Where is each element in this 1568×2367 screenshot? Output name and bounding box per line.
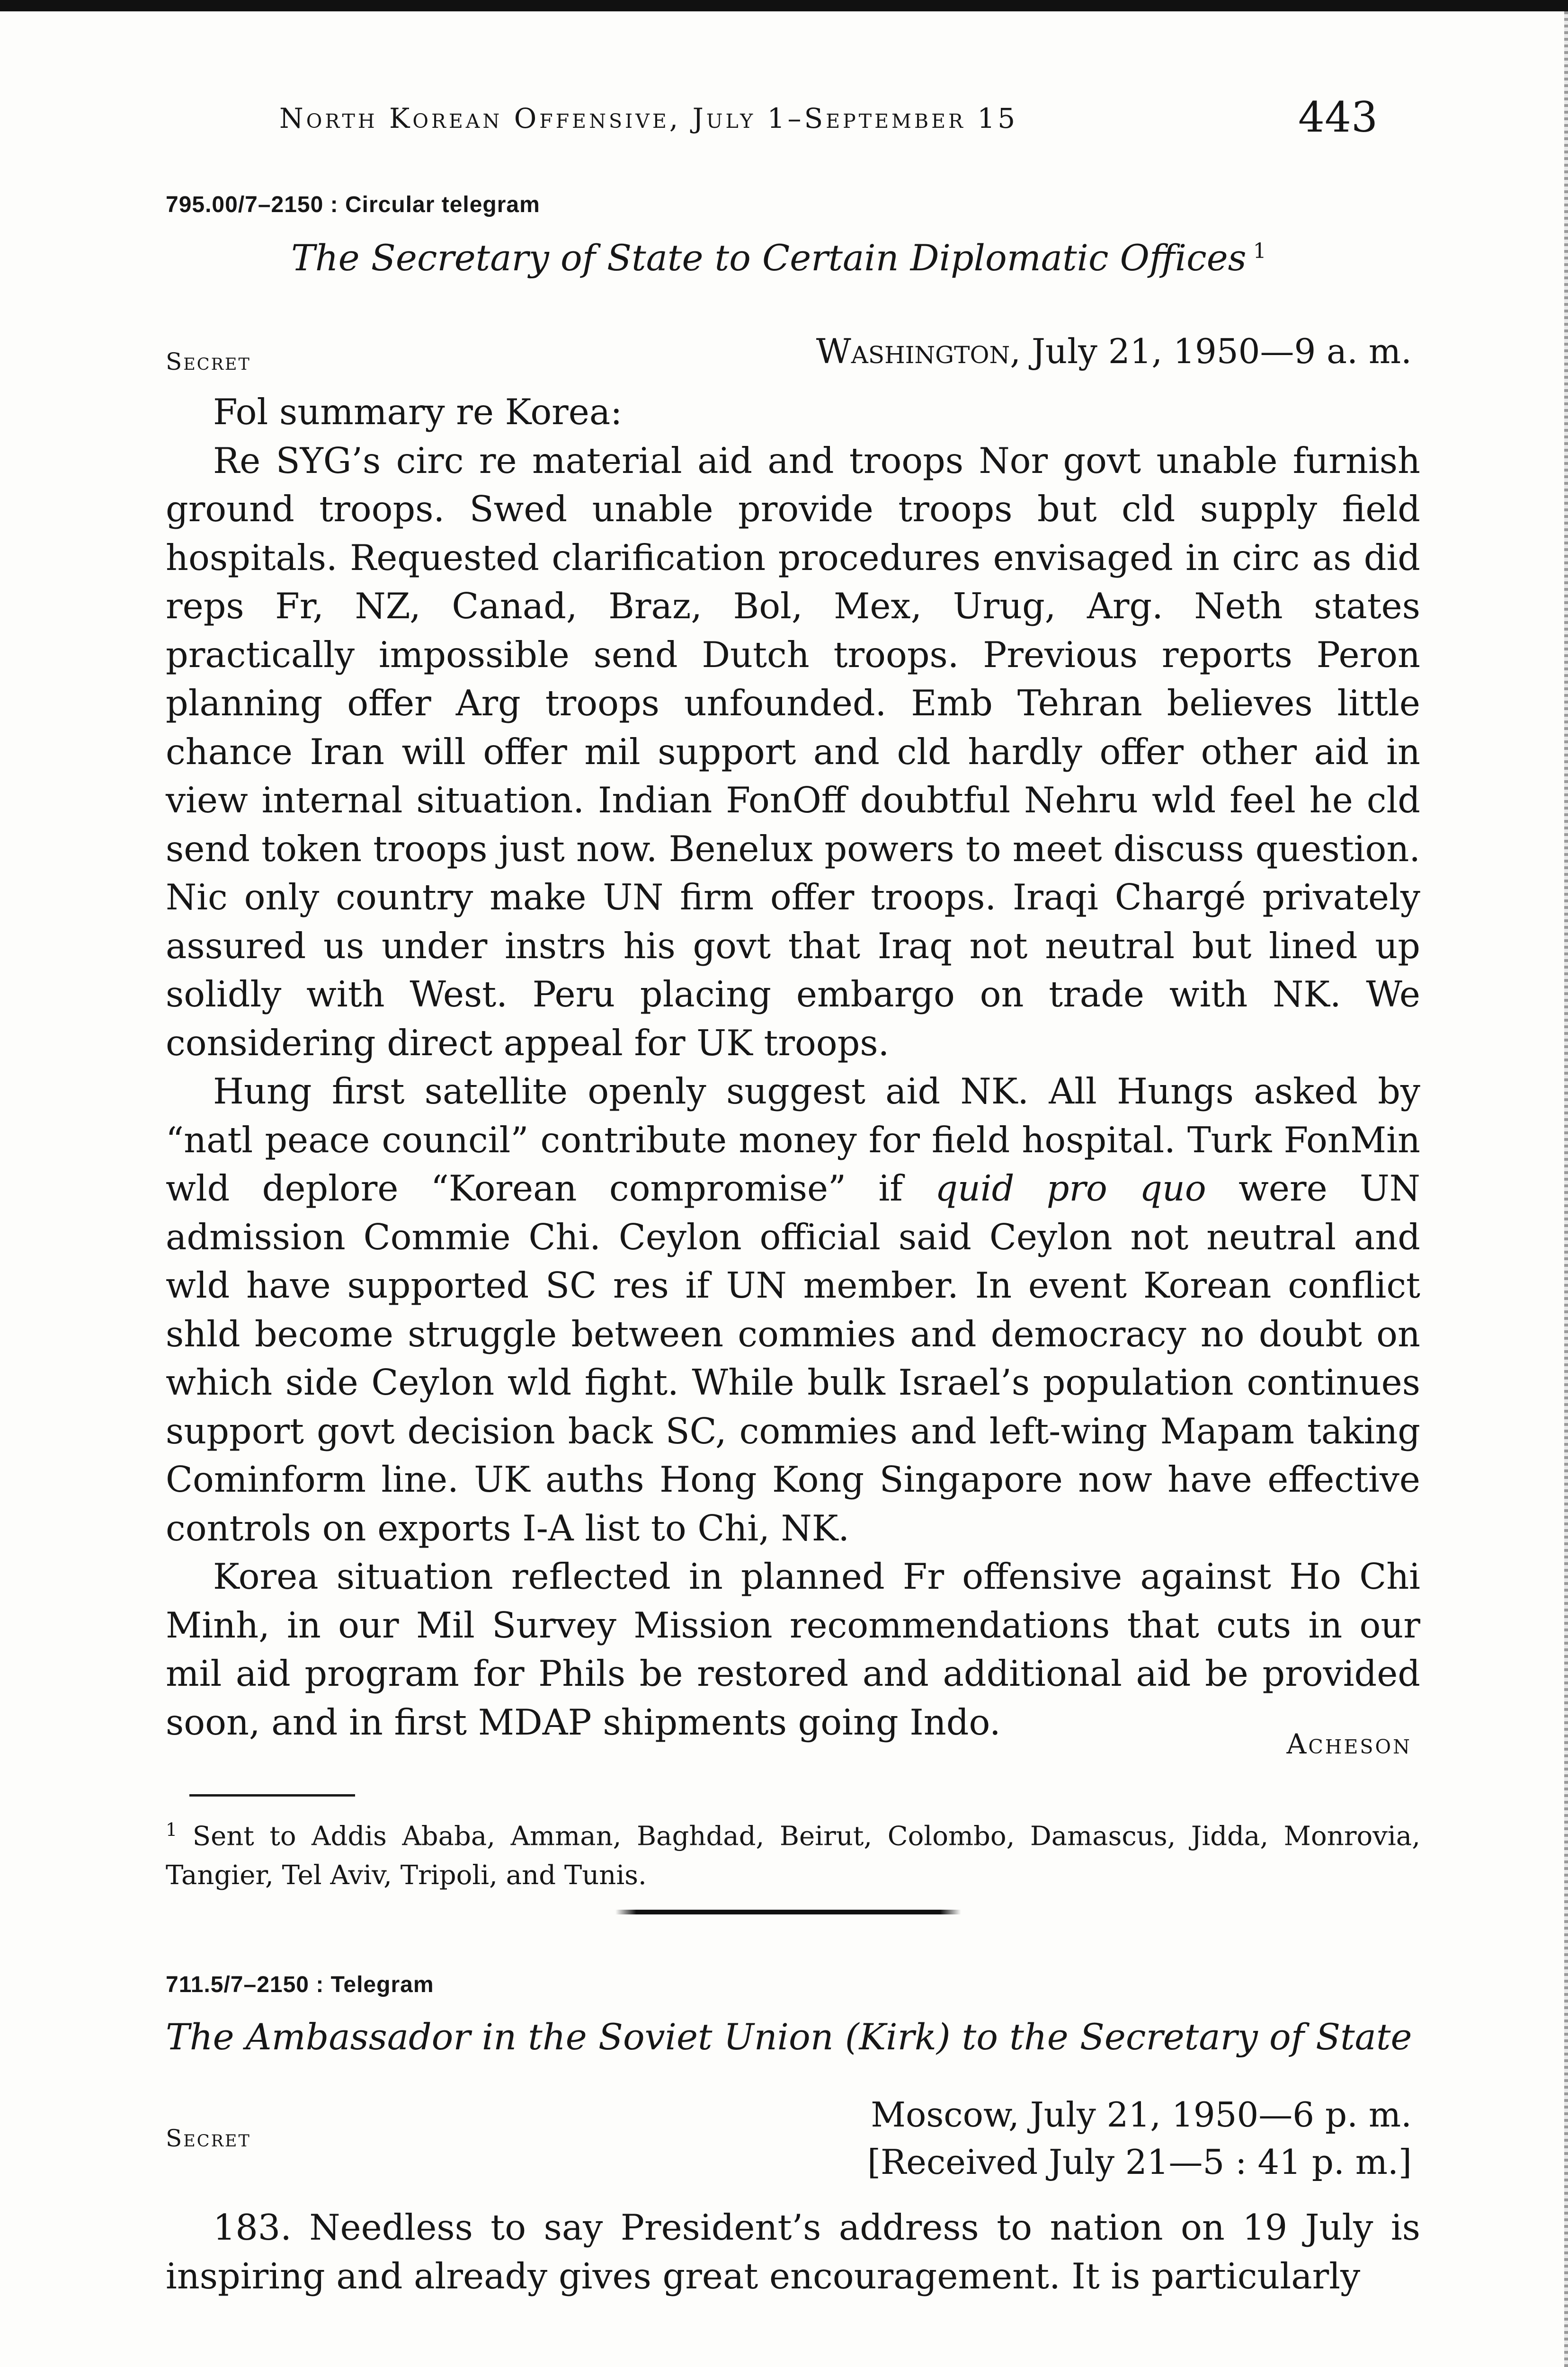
document-1-reference: 795.00/7–2150 : Circular telegram bbox=[166, 192, 540, 217]
document-2-title-part-2: ) to the Secretary of State bbox=[936, 2016, 1412, 2058]
document-1-paragraph-1: Fol summary re Korea: bbox=[213, 392, 623, 433]
paragraph-3-part-1: Hung first satellite openly suggest aid NK. All Hungs asked by “natl peace council” contribute money for field hospital. Turk FonMin wld deplore “Korean compromise” if bbox=[166, 1071, 1420, 1209]
document-2-dateline: Moscow, July 21, 1950—6 p. m. bbox=[871, 2095, 1412, 2135]
document-2-title-part-1: The Ambassador in the Soviet Union ( bbox=[166, 2016, 859, 2058]
document-separator bbox=[615, 1910, 961, 1914]
document-1-place: Washington bbox=[816, 331, 1010, 371]
document-1-signature: Acheson bbox=[1286, 1728, 1412, 1760]
footnote-text: Sent to Addis Ababa, Amman, Baghdad, Beirut, Colombo, Damascus, Jidda, Monrovia, Tangier, Tel Aviv, Tripoli, and Tunis. bbox=[166, 1821, 1420, 1891]
document-1-title-text: The Secretary of State to Certain Diplomatic Offices bbox=[291, 237, 1247, 279]
footnote-rule bbox=[189, 1794, 355, 1797]
document-1-paragraph-2: Re SYG’s circ re material aid and troops Nor govt unable furnish ground troops. Swed unable provide troops but cld supply field hospitals. Requested clarification procedures envisaged in circ as did reps Fr, NZ, Canad, Braz, Bol, Mex, Urug, Arg. Neth states practically impossible send Dutch troops. Previous reports Peron planning offer Arg troops unfounded. Emb Tehran believes little chance Iran will offer mil support and cld hardly offer other aid in view internal situation. Indian FonOff doubtful Nehru wld feel he cld send token troops just now. Benelux powers to meet discuss question. Nic only country make UN firm offer troops. Iraqi Chargé privately assured us under instrs his govt that Iraq not neutral but lined up solidly with West. Peru placing embargo on trade with NK. We considering direct appeal for UK troops. bbox=[166, 440, 1420, 1064]
document-2-received: [Received July 21—5 : 41 p. m.] bbox=[867, 2142, 1412, 2182]
document-1-paragraph-3 bbox=[166, 1068, 1420, 1553]
scan-right-edge bbox=[1564, 11, 1568, 2367]
document-1-date: , July 21, 1950—9 a. m. bbox=[1010, 331, 1412, 371]
document-1-body bbox=[166, 388, 1420, 1747]
document-2-paragraph-1: 183. Needless to say President’s address to nation on 19 July is inspiring and already gives great encouragement. It is particularly bbox=[166, 2207, 1420, 2297]
document-1-title bbox=[291, 237, 1266, 279]
document-2-ambassador-name: Kirk bbox=[859, 2016, 936, 2058]
running-head bbox=[279, 93, 1378, 142]
running-head-title: North Korean Offensive, July 1–September 15 bbox=[279, 102, 1018, 134]
document-1-classification: Secret bbox=[166, 348, 251, 375]
scan-top-border bbox=[0, 0, 1568, 11]
document-1-paragraph-4: Korea situation reflected in planned Fr offensive against Ho Chi Minh, in our Mil Survey Mission recommendations that cuts in our mil aid program for Phils be restored and additional aid be provided soon, and in first MDAP shipments going Indo. bbox=[166, 1556, 1420, 1743]
footnote-number: 1 bbox=[166, 1819, 178, 1840]
document-1-dateline bbox=[816, 331, 1412, 371]
document-2-title bbox=[166, 2016, 1412, 2058]
paragraph-3-italic-phrase: quid pro quo bbox=[935, 1168, 1206, 1209]
paragraph-3-part-2: were UN admission Commie Chi. Ceylon official said Ceylon not neutral and wld have supported SC res if UN member. In event Korean conflict shld become struggle between commies and democracy no doubt on which side Ceylon wld fight. While bulk Israel’s population continues support govt decision back SC, commies and left-wing Mapam taking Cominform line. UK auths Hong Kong Singapore now have effective controls on exports I-A list to Chi, NK. bbox=[166, 1168, 1420, 1549]
document-2-classification: Secret bbox=[166, 2125, 251, 2152]
document-1-footnote-marker: 1 bbox=[1253, 239, 1266, 263]
footnote bbox=[166, 1810, 1420, 1895]
page-number: 443 bbox=[1298, 93, 1378, 142]
document-2-reference: 711.5/7–2150 : Telegram bbox=[166, 1972, 434, 1997]
document-2-body bbox=[166, 2204, 1420, 2301]
